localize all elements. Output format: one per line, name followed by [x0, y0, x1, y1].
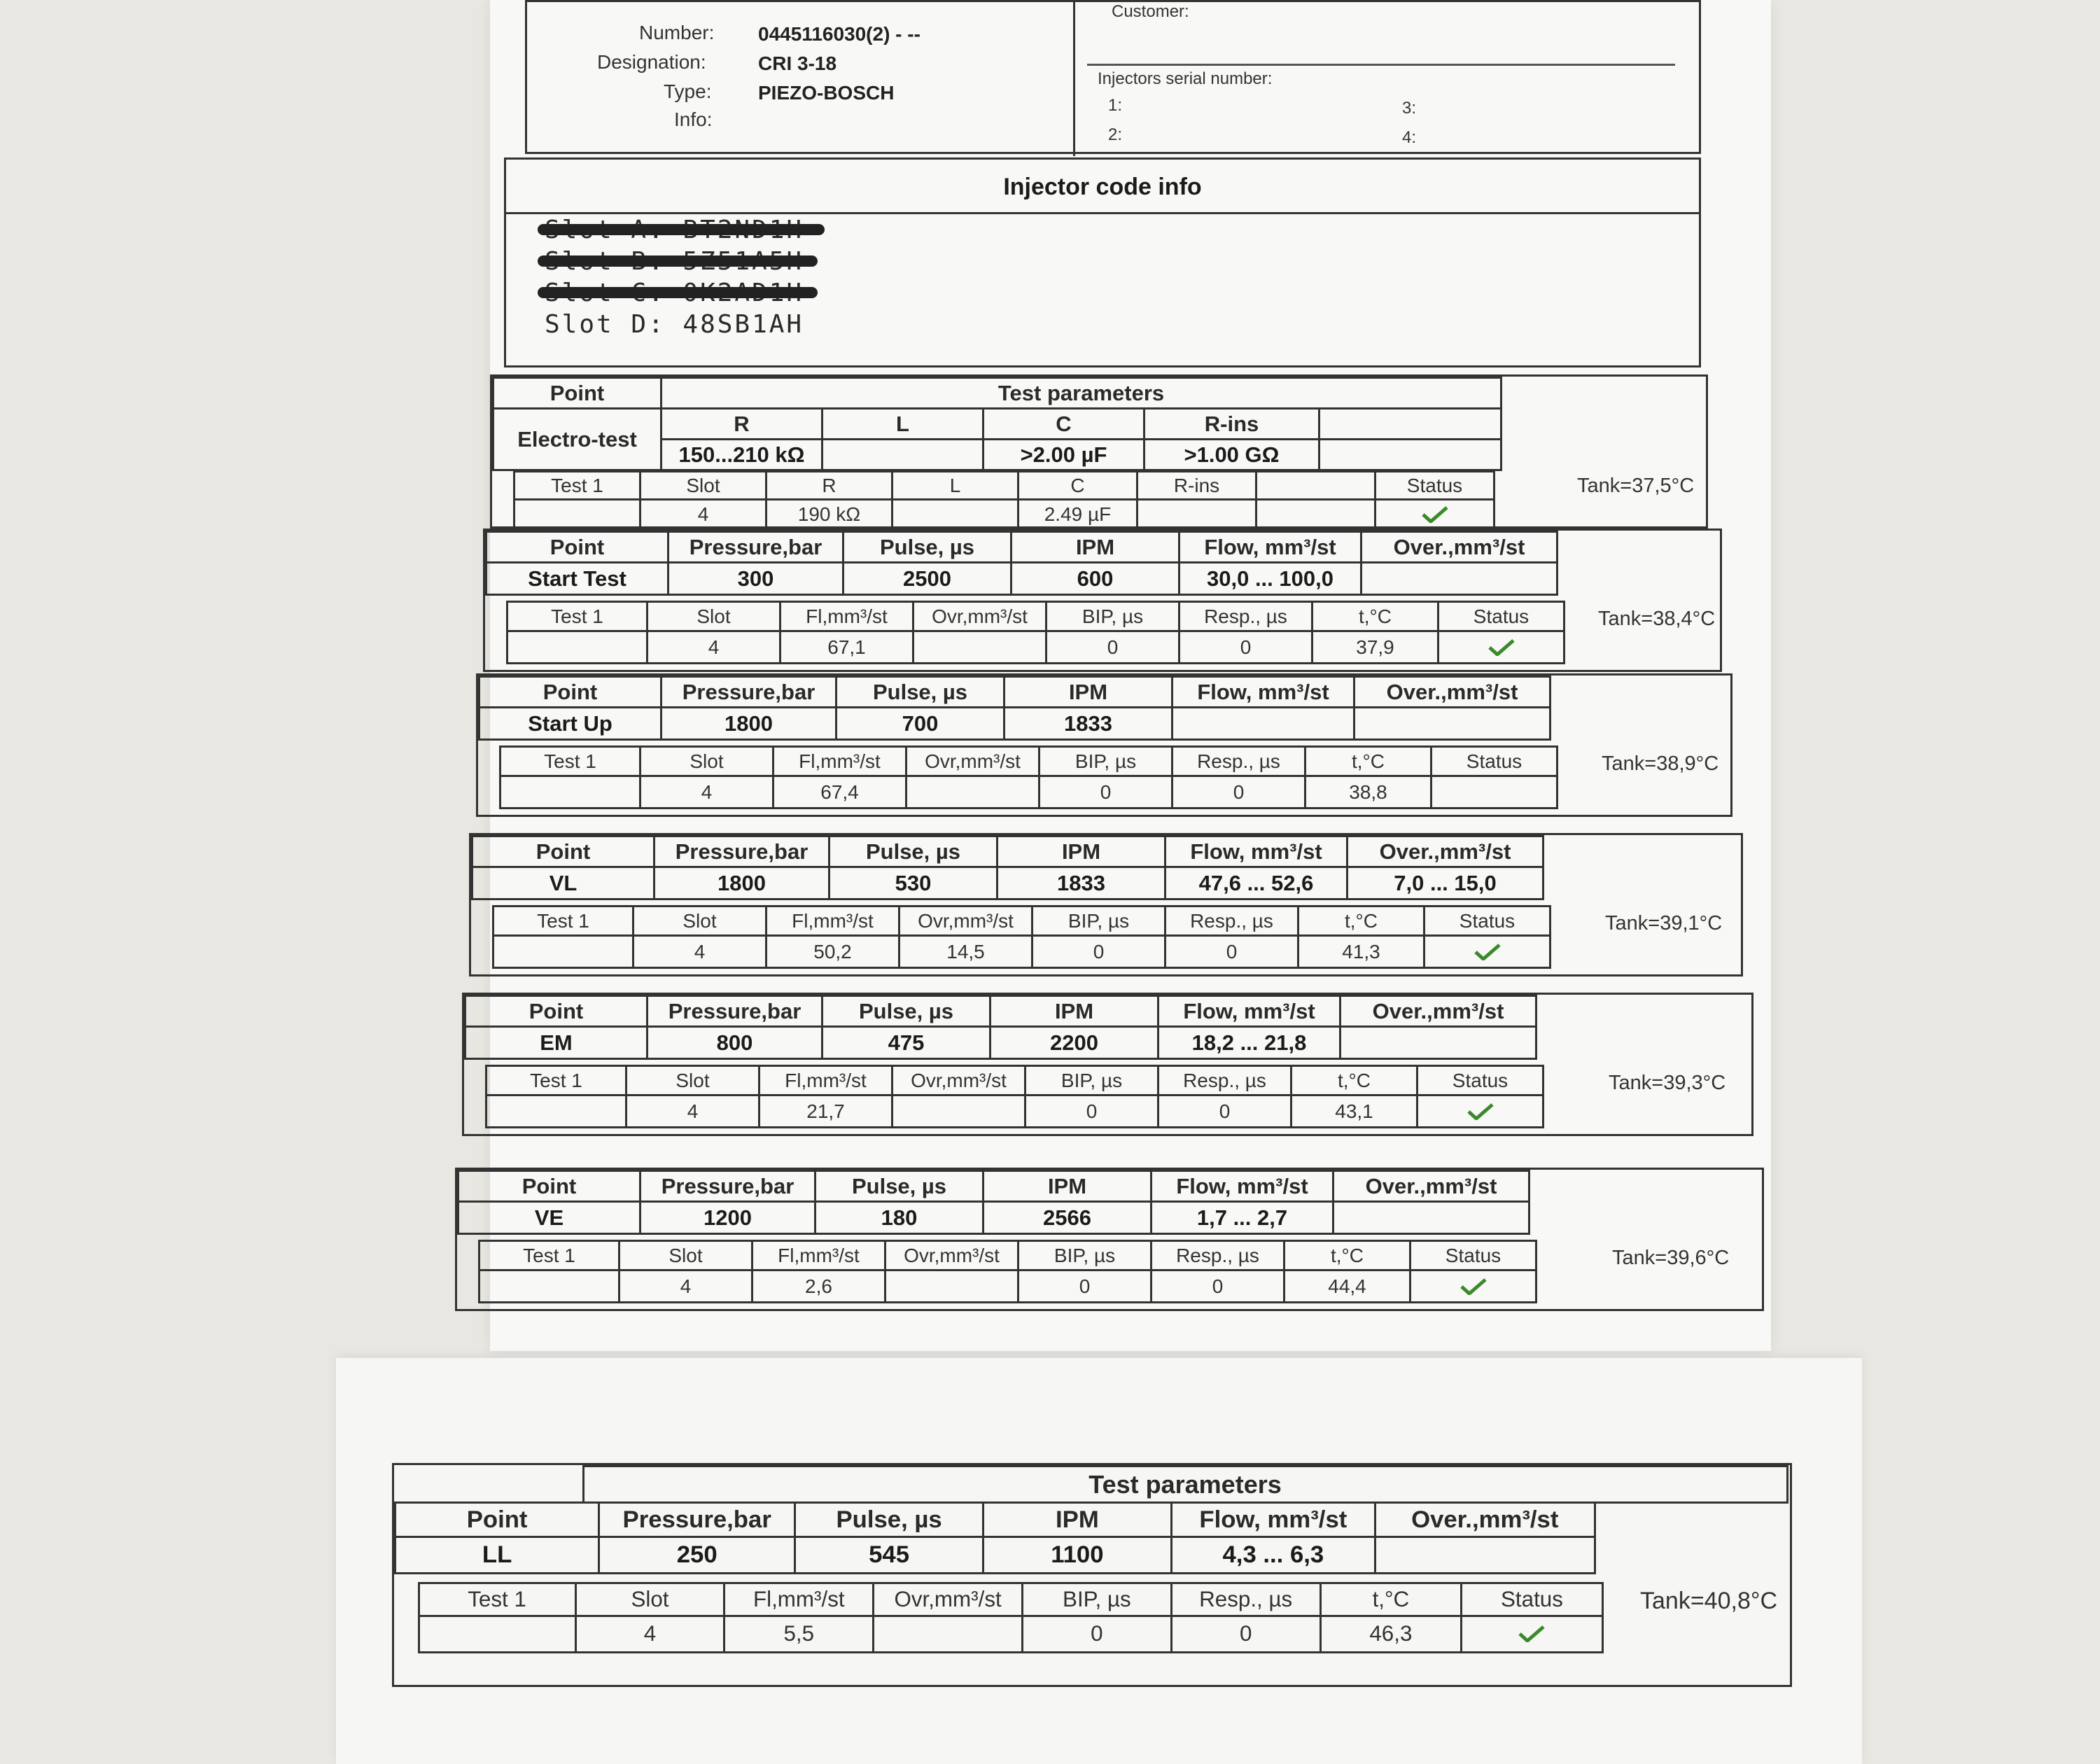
point-name: Electro-test — [493, 409, 662, 470]
sub-col-rins: R-ins — [1138, 472, 1256, 500]
result-t: 38,8 — [1306, 776, 1432, 808]
main-col-header: Over.,mm³/st — [1340, 996, 1536, 1027]
main-col-header: Point — [486, 532, 668, 563]
main-col-header: Over.,mm³/st — [1375, 1503, 1595, 1537]
sub-col-header: BIP, µs — [1046, 602, 1180, 631]
serial-2: 2: — [1108, 125, 1123, 144]
sub-col-header: Resp., µs — [1166, 906, 1298, 936]
strikethrough-mark — [538, 287, 818, 298]
sub-col-header: Resp., µs — [1152, 1241, 1284, 1270]
status-cell — [1432, 776, 1558, 808]
sub-col-header: t,°C — [1298, 906, 1424, 936]
tank-temperature: Tank=39,1°C — [1605, 912, 1723, 934]
main-col-header: Point — [479, 677, 662, 708]
param-ipm: 1833 — [997, 867, 1166, 899]
main-col-header: Pressure,bar — [640, 1171, 816, 1202]
designation-value: CRI 3-18 — [758, 52, 837, 74]
test-results-table — [418, 1582, 1604, 1653]
param-ipm: 2200 — [990, 1027, 1158, 1059]
sub-col-header: Status — [1424, 906, 1550, 936]
sub-col-blank — [1256, 472, 1376, 500]
code-info-title: Injector code info — [1003, 174, 1202, 200]
electro-params-table — [492, 377, 1502, 471]
col-r: R — [662, 409, 822, 440]
result-slot: 4 — [648, 631, 780, 664]
result-bip: 0 — [1046, 631, 1180, 664]
param-over — [1334, 1202, 1530, 1234]
main-col-header: IPM — [1011, 532, 1180, 563]
result-t: 44,4 — [1284, 1270, 1410, 1303]
r-value: 190 kΩ — [766, 500, 892, 529]
test-label: Test 1 — [493, 906, 634, 936]
param-ipm: 1100 — [983, 1537, 1171, 1574]
main-col-header: Flow, mm³/st — [1166, 836, 1348, 867]
result-slot: 4 — [575, 1616, 724, 1653]
param-ipm: 2566 — [983, 1202, 1152, 1234]
result-fl: 2,6 — [752, 1270, 886, 1303]
sub-col-header: Resp., µs — [1171, 1583, 1320, 1616]
result-resp: 0 — [1172, 776, 1306, 808]
result-resp: 0 — [1180, 631, 1312, 664]
test-point-block — [469, 833, 1743, 976]
main-col-header: Pressure,bar — [648, 996, 822, 1027]
test-params-table — [485, 531, 1558, 596]
param-ipm: 1833 — [1004, 708, 1172, 740]
tank-temperature: Tank=39,6°C — [1612, 1247, 1730, 1269]
sub-col-header: Ovr,mm³/st — [874, 1583, 1023, 1616]
slot-value: 4 — [640, 500, 766, 529]
sub-col-header: Slot — [634, 906, 766, 936]
tank-temperature: Tank=37,5°C — [1577, 475, 1695, 497]
serial-label: Injectors serial number: — [1098, 69, 1273, 88]
sub-col-slot: Slot — [640, 472, 766, 500]
result-bip: 0 — [1026, 1096, 1158, 1128]
param-flow: 1,7 ... 2,7 — [1152, 1202, 1334, 1234]
sub-col-header: Status — [1418, 1066, 1544, 1096]
test-label: Test 1 — [507, 602, 648, 631]
test-results-table — [499, 746, 1558, 809]
tank-temperature: Tank=38,4°C — [1598, 608, 1716, 630]
sub-col-header: Fl,mm³/st — [724, 1583, 874, 1616]
sub-col-header: Ovr,mm³/st — [892, 1066, 1026, 1096]
status-cell — [1410, 1270, 1536, 1303]
status-cell — [1418, 1096, 1544, 1128]
result-slot: 4 — [634, 936, 766, 968]
sub-col-header: t,°C — [1312, 602, 1438, 631]
sub-col-header: BIP, µs — [1026, 1066, 1158, 1096]
sub-col-c: C — [1018, 472, 1138, 500]
c-value: 2.49 µF — [1018, 500, 1138, 529]
result-bip: 0 — [1032, 936, 1166, 968]
r-range: 150...210 kΩ — [662, 440, 822, 470]
result-resp: 0 — [1171, 1616, 1320, 1653]
type-label: Type: — [664, 80, 712, 102]
test-label: Test 1 — [479, 1241, 620, 1270]
param-pulse: 2500 — [844, 563, 1011, 595]
sub-col-header: Status — [1438, 602, 1564, 631]
check-icon — [1467, 1103, 1494, 1120]
check-icon — [1488, 639, 1515, 656]
test-point-block — [476, 673, 1732, 817]
main-col-header: Over.,mm³/st — [1362, 532, 1558, 563]
param-point: VE — [458, 1202, 640, 1234]
check-icon — [1422, 506, 1448, 523]
sub-col-header: t,°C — [1284, 1241, 1410, 1270]
param-pulse: 530 — [830, 867, 997, 899]
test-params-table — [394, 1502, 1596, 1574]
type-value: PIEZO-BOSCH — [758, 82, 895, 104]
param-pressure: 250 — [599, 1537, 795, 1574]
status-cell — [1376, 500, 1494, 529]
param-pulse: 545 — [795, 1537, 983, 1574]
main-col-header: Pulse, µs — [816, 1171, 983, 1202]
param-over — [1375, 1537, 1595, 1574]
sub-col-header: Slot — [620, 1241, 752, 1270]
sub-col-header: t,°C — [1320, 1583, 1462, 1616]
result-resp: 0 — [1158, 1096, 1292, 1128]
param-over: 7,0 ... 15,0 — [1348, 867, 1544, 899]
main-col-header: Pulse, µs — [795, 1503, 983, 1537]
main-col-header: IPM — [997, 836, 1166, 867]
param-pressure: 300 — [668, 563, 844, 595]
sub-col-header: BIP, µs — [1018, 1241, 1152, 1270]
l-value — [892, 500, 1018, 529]
main-col-header: Point — [396, 1503, 599, 1537]
ll-test-block — [392, 1463, 1792, 1687]
result-bip: 0 — [1018, 1270, 1152, 1303]
sub-col-header: t,°C — [1292, 1066, 1418, 1096]
number-label: Number: — [639, 22, 715, 43]
param-flow: 4,3 ... 6,3 — [1171, 1537, 1375, 1574]
param-point: EM — [465, 1027, 648, 1059]
result-t: 43,1 — [1292, 1096, 1418, 1128]
result-t: 37,9 — [1312, 631, 1438, 664]
col-l: L — [822, 409, 983, 440]
electro-test-block — [490, 374, 1708, 528]
main-col-header: Flow, mm³/st — [1180, 532, 1362, 563]
main-col-header: Pulse, µs — [830, 836, 997, 867]
sub-col-header: Fl,mm³/st — [774, 747, 906, 776]
l-range — [822, 440, 983, 470]
main-col-header: Pulse, µs — [822, 996, 990, 1027]
injector-info-header — [525, 0, 1701, 154]
test-params-table — [478, 676, 1551, 741]
main-col-header: IPM — [990, 996, 1158, 1027]
status-cell — [1424, 936, 1550, 968]
test-label: Test 1 — [486, 1066, 626, 1096]
sub-col-header: Slot — [575, 1583, 724, 1616]
check-icon — [1518, 1625, 1545, 1642]
param-point: LL — [396, 1537, 599, 1574]
param-point: VL — [472, 867, 654, 899]
result-bip: 0 — [1040, 776, 1172, 808]
test-point-block — [455, 1168, 1764, 1311]
sub-col-header: t,°C — [1306, 747, 1432, 776]
point-header: Point — [493, 378, 662, 409]
tank-temperature: Tank=38,9°C — [1602, 752, 1719, 775]
result-slot: 4 — [620, 1270, 752, 1303]
c-range: >2.00 µF — [983, 440, 1144, 470]
sub-col-header: Fl,mm³/st — [766, 906, 899, 936]
sub-col-header: Status — [1432, 747, 1558, 776]
result-bip: 0 — [1022, 1616, 1171, 1653]
result-t: 46,3 — [1320, 1616, 1462, 1653]
main-col-header: Pressure,bar — [654, 836, 830, 867]
main-col-header: Pressure,bar — [662, 677, 836, 708]
sub-col-header: Ovr,mm³/st — [906, 747, 1040, 776]
customer-label: Customer: — [1112, 2, 1189, 21]
result-ovr — [874, 1616, 1023, 1653]
test-results-table — [492, 905, 1551, 969]
number-value: 0445116030(2) - -- — [758, 23, 920, 45]
main-col-header: Flow, mm³/st — [1171, 1503, 1375, 1537]
param-over — [1354, 708, 1550, 740]
result-slot: 4 — [640, 776, 774, 808]
sub-col-header: Ovr,mm³/st — [899, 906, 1032, 936]
sub-col-header: Fl,mm³/st — [780, 602, 913, 631]
test-report-sheet — [490, 0, 1771, 1351]
sub-col-header: Slot — [640, 747, 774, 776]
result-ovr — [913, 631, 1046, 664]
sub-col-header: Fl,mm³/st — [760, 1066, 892, 1096]
main-col-header: Flow, mm³/st — [1158, 996, 1340, 1027]
test-point-block — [483, 528, 1722, 672]
main-col-header: IPM — [1004, 677, 1172, 708]
serial-4: 4: — [1402, 128, 1417, 147]
designation-label: Designation: — [597, 51, 706, 73]
test-report-continuation — [336, 1358, 1862, 1764]
param-over — [1362, 563, 1558, 595]
sub-col-header: Ovr,mm³/st — [886, 1241, 1018, 1270]
result-ovr: 14,5 — [899, 936, 1032, 968]
test-parameters-title: Test parameters — [662, 378, 1502, 409]
sub-col-header: Status — [1462, 1583, 1603, 1616]
sub-col-header: Status — [1410, 1241, 1536, 1270]
rins-value — [1138, 500, 1256, 529]
result-fl: 50,2 — [766, 936, 899, 968]
param-pulse: 475 — [822, 1027, 990, 1059]
test-point-block — [462, 993, 1754, 1136]
test-results-table — [506, 601, 1565, 664]
result-fl: 67,4 — [774, 776, 906, 808]
result-ovr — [886, 1270, 1018, 1303]
param-ipm: 600 — [1011, 563, 1180, 595]
param-flow: 30,0 ... 100,0 — [1180, 563, 1362, 595]
check-icon — [1460, 1278, 1487, 1295]
param-pressure: 1800 — [662, 708, 836, 740]
param-point: Start Up — [479, 708, 662, 740]
param-pressure: 800 — [648, 1027, 822, 1059]
main-col-header: Pulse, µs — [844, 532, 1011, 563]
test-label: Test 1 — [500, 747, 640, 776]
serial-1: 1: — [1108, 96, 1123, 115]
col-c: C — [983, 409, 1144, 440]
main-col-header: Point — [472, 836, 654, 867]
result-fl: 5,5 — [724, 1616, 874, 1653]
param-flow — [1172, 708, 1354, 740]
result-ovr — [906, 776, 1040, 808]
sub-col-header: Ovr,mm³/st — [913, 602, 1046, 631]
main-col-header: IPM — [983, 1171, 1152, 1202]
test-label: Test 1 — [419, 1583, 575, 1616]
param-pulse: 180 — [816, 1202, 983, 1234]
status-cell — [1438, 631, 1564, 664]
main-col-header: Over.,mm³/st — [1354, 677, 1550, 708]
param-flow: 47,6 ... 52,6 — [1166, 867, 1348, 899]
main-col-header: Flow, mm³/st — [1172, 677, 1354, 708]
main-col-header: Over.,mm³/st — [1348, 836, 1544, 867]
result-t: 41,3 — [1298, 936, 1424, 968]
result-fl: 21,7 — [760, 1096, 892, 1128]
param-over — [1340, 1027, 1536, 1059]
test-parameters-title: Test parameters — [583, 1466, 1787, 1503]
sub-col-header: Fl,mm³/st — [752, 1241, 886, 1270]
main-col-header: Pressure,bar — [668, 532, 844, 563]
result-resp: 0 — [1152, 1270, 1284, 1303]
main-col-header: Pressure,bar — [599, 1503, 795, 1537]
main-col-header: Over.,mm³/st — [1334, 1171, 1530, 1202]
electro-results-table — [513, 470, 1495, 530]
result-resp: 0 — [1166, 936, 1298, 968]
sub-col-l: L — [892, 472, 1018, 500]
info-label: Info: — [674, 108, 713, 130]
main-col-header: Point — [465, 996, 648, 1027]
rins-range: >1.00 GΩ — [1144, 440, 1320, 470]
strikethrough-mark — [538, 224, 825, 235]
main-col-header: Pulse, µs — [836, 677, 1004, 708]
sub-col-header: BIP, µs — [1022, 1583, 1171, 1616]
result-fl: 67,1 — [780, 631, 913, 664]
main-col-header: Flow, mm³/st — [1152, 1171, 1334, 1202]
status-cell — [1462, 1616, 1603, 1653]
strikethrough-mark — [538, 255, 818, 267]
col-rins: R-ins — [1144, 409, 1320, 440]
result-ovr — [892, 1096, 1026, 1128]
sub-col-header: Slot — [648, 602, 780, 631]
param-pressure: 1800 — [654, 867, 830, 899]
sub-col-header: BIP, µs — [1040, 747, 1172, 776]
param-flow: 18,2 ... 21,8 — [1158, 1027, 1340, 1059]
test-results-table — [478, 1240, 1537, 1303]
sub-col-header: Resp., µs — [1158, 1066, 1292, 1096]
slot-d-code: Slot D: 48SB1AH — [545, 310, 804, 339]
test-params-table — [471, 835, 1544, 900]
result-slot: 4 — [626, 1096, 760, 1128]
param-pulse: 700 — [836, 708, 1004, 740]
serial-3: 3: — [1402, 99, 1417, 118]
injector-code-info — [504, 158, 1701, 368]
test-params-table — [464, 995, 1537, 1060]
param-pressure: 1200 — [640, 1202, 816, 1234]
sub-col-header: Resp., µs — [1172, 747, 1306, 776]
main-col-header: Point — [458, 1171, 640, 1202]
sub-col-status: Status — [1376, 472, 1494, 500]
ll-params-header — [394, 1465, 1788, 1504]
tank-temperature: Tank=40,8°C — [1640, 1588, 1777, 1614]
sub-col-header: BIP, µs — [1032, 906, 1166, 936]
test-results-table — [485, 1065, 1544, 1128]
sub-col-header: Slot — [626, 1066, 760, 1096]
test-label: Test 1 — [514, 472, 640, 500]
param-point: Start Test — [486, 563, 668, 595]
main-col-header: IPM — [983, 1503, 1171, 1537]
tank-temperature: Tank=39,3°C — [1609, 1072, 1726, 1094]
blank-value — [1256, 500, 1376, 529]
sub-col-header: Resp., µs — [1180, 602, 1312, 631]
test-params-table — [457, 1170, 1530, 1235]
check-icon — [1474, 944, 1501, 960]
sub-col-r: R — [766, 472, 892, 500]
